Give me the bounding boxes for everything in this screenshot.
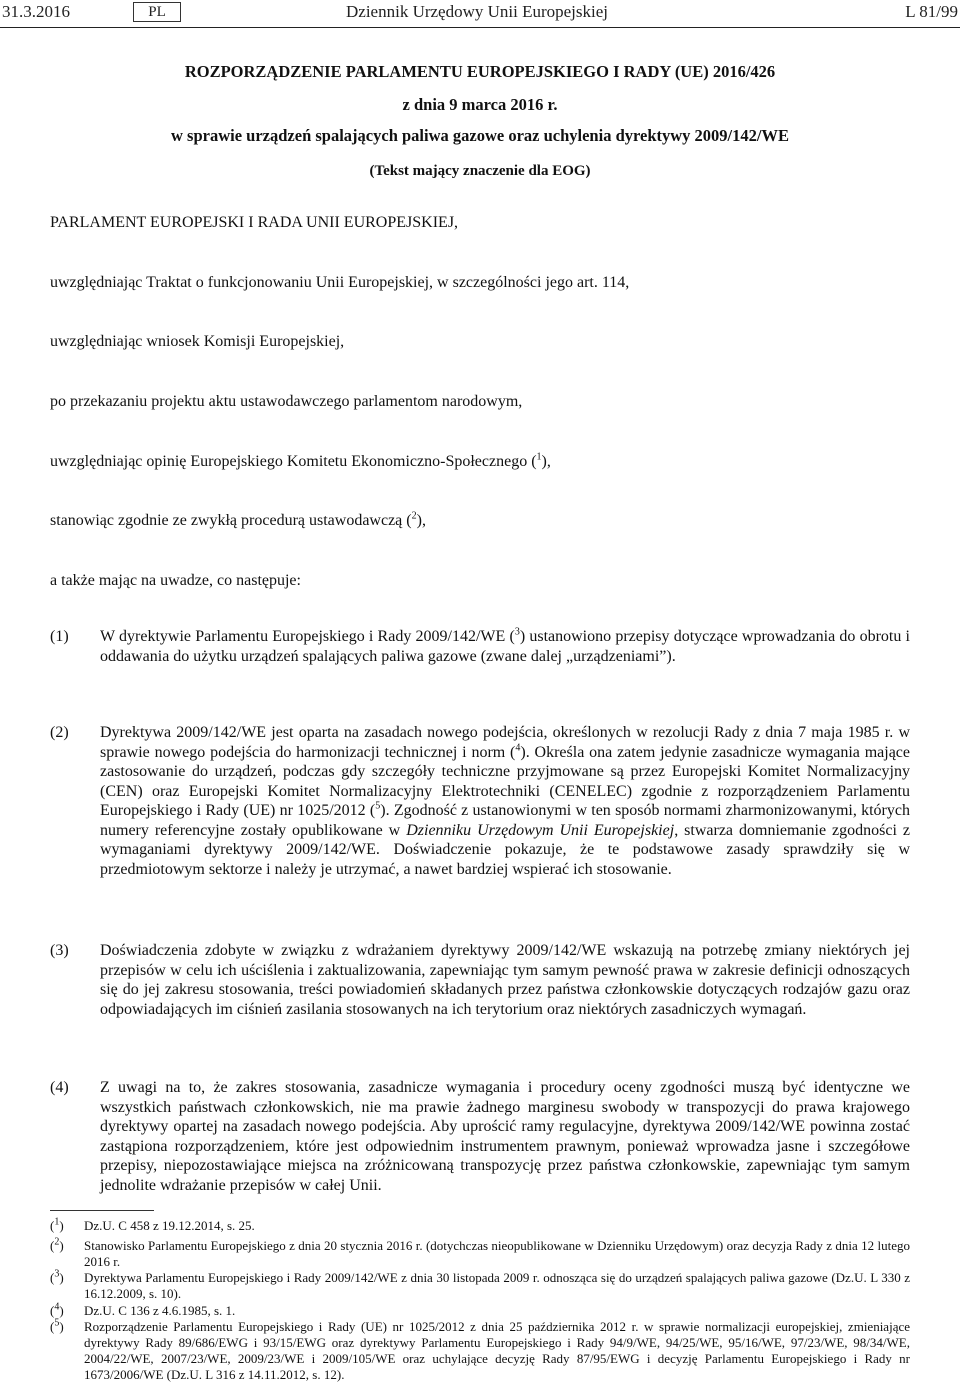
preamble-procedure: stanowiąc zgodnie ze zwykłą procedurą ustawodawczą ($^2$), [50,510,426,529]
recital-number: (2) [50,724,69,741]
footnote [50,1218,910,1234]
footnote-number: ($^5$) [50,1317,64,1334]
footnote-ref[interactable]: 2 [411,510,417,522]
footnote-number: ($^4$) [50,1301,64,1318]
recital-text: Doświadczenia zdobyte w związku z wdrażaniem dyrektywy 2009/142/WE wskazują na potrzebę zmiany niektórych jej przepisów w celu ich uściślenia i zaktualizowania, zapewniając tym samym pewność prawa w zakresie definicji odnoszących się do jej zakresu stosowania, treści powiadomień składanych przez państwa członkowskie dotyczących rodzajów gazu oraz odpowiadających im ciśnień zasilania stosowanych na ich terytorium oraz niektórych zasadniczych wymagań. [100,942,910,1018]
footnote [50,1319,910,1383]
recital-text: Dyrektywa 2009/142/WE jest oparta na zasadach nowego podejścia, określonych w rezolucji Rady z dnia 7 maja 1985 r. w sprawie nowego podejścia do harmonizacji technicznej i norm ($^4$). Określa ona zatem jedynie zasadnicze wymagania mające zastosowanie do urządzeń, podczas gdy szczegóły techniczne przyjmowane są przez Europejski Komitet Normalizacyjny (CEN) oraz Europejski Komitet Normalizacyjny Elektrotechniki (CENELEC) zgodnie z rozporządzeniem Parlamentu Europejskiego i Rady (UE) nr 1025/2012 ($^5$). Zgodność z ustanowionymi w ten sposób normami zharmonizowanymi, których numery referencyjne zostały opublikowane w Dzienniku Urzędowym Unii Europejskiej, stwarza domniemanie zgodności z wymaganiami dyrektywy 2009/142/WE. Doświadczenie pokazuje, że te podstawowe zasady sprawdziły się w przedmiotowym sektorze i należy je utrzymać, a nawet bardziej wspierać ich stosowanie. [100,724,911,878]
footnote-number: ($^3$) [50,1268,64,1285]
regulation-subject: w sprawie urządzeń spalających paliwa gazowe oraz uchylenia dyrektywy 2009/142/WE [171,126,789,145]
recital-number: (4) [50,1079,69,1096]
footnote-text: Dz.U. C 458 z 19.12.2014, s. 25. [84,1218,255,1233]
preamble-eesc-opinion: uwzględniając opinię Europejskiego Komitetu Ekonomiczno-Społecznego ($^1$), [50,451,551,470]
eea-relevance: (Tekst mający znaczenie dla EOG) [369,163,591,179]
recital [50,941,910,1019]
footnote-number: ($^1$) [50,1216,64,1233]
preamble-transmission: po przekazaniu projektu aktu ustawodawczego parlamentom narodowym, [50,393,523,410]
footnote-ref[interactable]: 3 [514,626,520,638]
page-header [0,0,960,28]
recital [50,1078,910,1195]
footnote [50,1303,910,1319]
footnote-text: Dz.U. C 136 z 4.6.1985, s. 1. [84,1303,236,1318]
footnote [50,1270,910,1302]
recital-number: (3) [50,942,69,959]
publication-date: 31.3.2016 [2,2,70,21]
footnote-ref[interactable]: 1 [536,451,542,463]
footnote-number: ($^2$) [50,1236,64,1253]
preamble-treaty: uwzględniając Traktat o funkcjonowaniu Unii Europejskiej, w szczególności jego art. 114, [50,274,630,291]
preamble-proposal: uwzględniając wniosek Komisji Europejskiej, [50,333,345,350]
page-number: L 81/99 [905,2,958,21]
footnote [50,1238,910,1270]
regulation-title: ROZPORZĄDZENIE PARLAMENTU EUROPEJSKIEGO I RADY (UE) 2016/426 [184,62,776,81]
journal-title: Dziennik Urzędowy Unii Europejskiej [346,2,609,21]
recital [50,627,910,666]
language-badge: PL [133,2,181,22]
footnote-text: Dyrektywa Parlamentu Europejskiego i Rady 2009/142/WE z dnia 30 listopada 2009 r. odnosząca się do urządzeń spalających paliwa gazowe (Dz.U. L 330 z 16.12.2009, s. 10). [84,1270,910,1301]
regulation-date: z dnia 9 marca 2016 r. [402,95,558,114]
journal-name-italic: Dzienniku Urzędowym Unii Europejskiej [406,821,675,839]
preamble-whereas: a także mając na uwadze, co następuje: [50,572,301,589]
preamble-parties: PARLAMENT EUROPEJSKI I RADA UNII EUROPEJSKIEJ, [50,214,459,231]
footnote-text: Stanowisko Parlamentu Europejskiego z dnia 20 stycznia 2016 r. (dotychczas nieopublikowane w Dzienniku Urzędowym) oraz decyzja Rady z dnia 12 lutego 2016 r. [84,1238,910,1269]
footnote-text: Rozporządzenie Parlamentu Europejskiego i Rady (UE) nr 1025/2012 z dnia 25 października 2012 r. w sprawie normalizacji europejskiej, zmieniające dyrektywy Rady 89/686/EWG i 93/15/EWG oraz dyrektywy Parlamentu Europejskiego i Rady 94/9/WE, 94/25/WE, 95/16/WE, 97/23/WE, 98/34/WE, 2004/22/WE, 2007/23/WE, 2009/23/WE i 2009/105/WE oraz uchylające decyzję Rady 87/95/EWG i decyzję Parlamentu Europejskiego i Rady nr 1673/2006/WE (Dz.U. L 316 z 14.11.2012, s. 12). [84,1319,910,1382]
footnote-ref[interactable]: 5 [375,800,381,812]
header-divider [0,27,960,28]
footnote-ref[interactable]: 4 [515,742,521,754]
recital-number: (1) [50,628,69,645]
footnote-divider [50,1210,154,1211]
recital-text: W dyrektywie Parlamentu Europejskiego i Rady 2009/142/WE ($^3$) ustanowiono przepisy dotyczące wprowadzania do obrotu i oddawania do użytku urządzeń spalających paliwa gazowe (zwane dalej „urządzeniami”). [100,626,910,665]
recital [50,723,910,879]
recital-text: Z uwagi na to, że zakres stosowania, zasadnicze wymagania i procedury oceny zgodności muszą być identyczne we wszystkich państwach członkowskich, nie ma prawie żadnego marginesu swobody w transpozycji do prawa krajowego dyrektywy opartej na zasadach nowego podejścia. Aby uprościć ramy regulacyjne, dyrektywa 2009/142/WE powinna zostać zastąpiona rozporządzeniem, które jest odpowiednim instrumentem prawnym, ponieważ wprowadza jasne i szczegółowe przepisy, niepozostawiające miejsca na zróżnicowaną transpozycję przez państwa członkowskie, zapewniając tym samym jednolite wdrażanie przepisów w całej Unii. [100,1079,910,1194]
